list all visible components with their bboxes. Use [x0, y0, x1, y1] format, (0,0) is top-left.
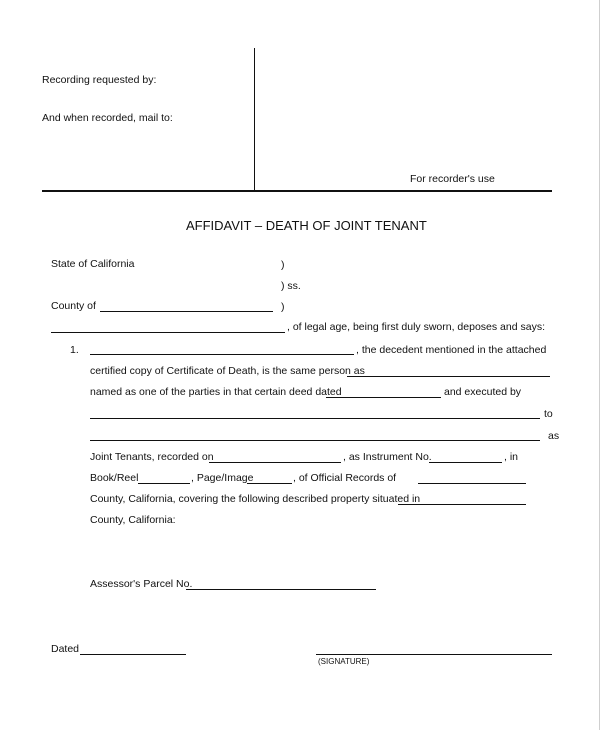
dated-label: Dated: [51, 643, 80, 655]
recorders-use-label: For recorder's use: [410, 173, 495, 185]
assessors-parcel-blank[interactable]: [186, 589, 376, 590]
executed-by-blank[interactable]: [90, 418, 540, 419]
instrument-text: , as Instrument No.: [343, 451, 432, 463]
in-text: , in: [504, 451, 519, 463]
to-text: to: [544, 408, 553, 420]
assessors-parcel-label: Assessor's Parcel No.: [90, 578, 193, 590]
deponent-name-blank[interactable]: [51, 332, 285, 333]
grantee-blank[interactable]: [90, 440, 540, 441]
county-covering-text: County, California, covering the following described property situated in: [90, 493, 421, 505]
county-blank[interactable]: [100, 311, 273, 312]
deed-date-blank[interactable]: [326, 397, 441, 398]
signature-caption: (SIGNATURE): [318, 657, 370, 666]
certified-copy-text: certified copy of Certificate of Death, is the same person as: [90, 365, 365, 377]
page-image-blank[interactable]: [247, 483, 292, 484]
item-number: 1.: [70, 344, 79, 356]
instrument-no-blank[interactable]: [429, 462, 502, 463]
named-as-text: named as one of the parties in that certain deed dated: [90, 386, 342, 398]
decedent-name-blank[interactable]: [90, 354, 354, 355]
dated-blank[interactable]: [80, 654, 186, 655]
county-label: County of: [51, 300, 96, 312]
document-title: AFFIDAVIT – DEATH OF JOINT TENANT: [186, 218, 427, 233]
recording-requested-by-label: Recording requested by:: [42, 74, 157, 86]
property-location-blank[interactable]: [398, 504, 526, 505]
county-california-text: County, California:: [90, 514, 176, 526]
mail-to-label: And when recorded, mail to:: [42, 112, 173, 124]
venue-paren-1: ): [281, 259, 285, 271]
page-image-label: , Page/Image: [191, 472, 254, 484]
header-divider-vertical: [254, 48, 255, 191]
book-reel-label: Book/Reel: [90, 472, 139, 484]
venue-ss: ) ss.: [281, 280, 301, 292]
book-reel-blank[interactable]: [138, 483, 190, 484]
recorded-on-blank[interactable]: [209, 462, 341, 463]
header-divider-horizontal: [42, 190, 552, 192]
venue-paren-3: ): [281, 301, 285, 313]
decedent-text: , the decedent mentioned in the attached: [356, 344, 547, 356]
joint-tenants-text: Joint Tenants, recorded on: [90, 451, 214, 463]
as-text: as: [548, 430, 560, 442]
official-records-county-blank[interactable]: [418, 483, 526, 484]
legal-age-text: , of legal age, being first duly sworn, deposes and says:: [287, 321, 545, 333]
signature-line[interactable]: [316, 654, 552, 655]
state-label: State of California: [51, 258, 135, 270]
official-records-text: , of Official Records of: [293, 472, 397, 484]
same-person-blank[interactable]: [347, 376, 550, 377]
executed-by-text: and executed by: [444, 386, 522, 398]
